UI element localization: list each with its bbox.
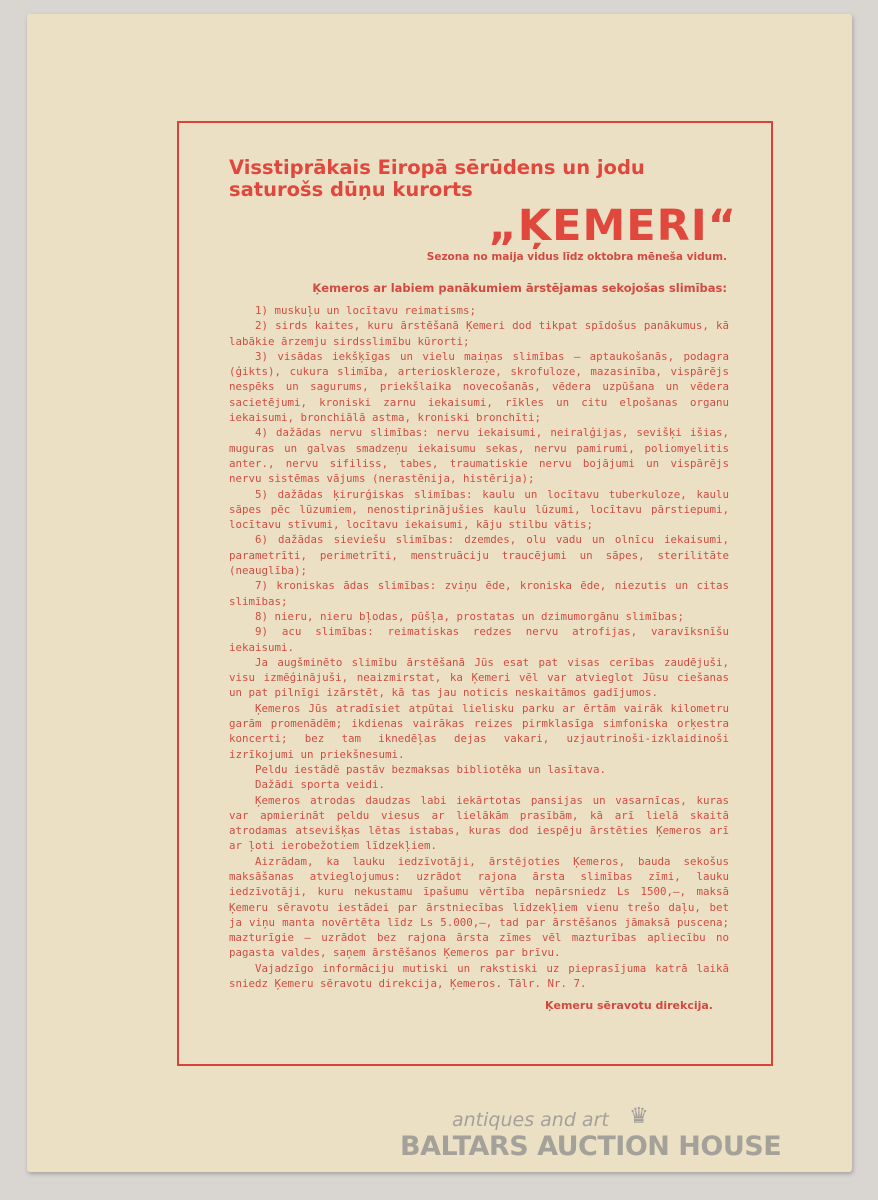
paragraph: 7) kroniskas ādas slimības: zviņu ēde, kroniska ēde, niezutis un citas slimības; (229, 579, 729, 608)
watermark (400, 1104, 800, 1164)
paragraph: Aizrādam, ka lauku iedzīvotāji, ārstējoties Ķemeros, bauda sekošus maksāšanas atvieglojumus: uzrādot rajona ārsta slimības zīmi, lauku iedzīvotāji, kuru nekustamu īpašumu vērtība nepārsniedz Ls 1500,—, maksā Ķemeru sēravotu iestādei par ārstniecības līdzekļiem vienu trešo daļu, bet ja viņu manta novērtēta līdz Ls 5.000,—, tad par ārstēšanos jāmaksā puscena; mazturīgie — uzrādot bez rajona ārsta zīmes vēl mazturības apliecību no pagasta valdes, saņem ārstēšanos Ķemeros par brīvu. (229, 854, 729, 960)
paragraph: Ķemeros atrodas daudzas labi iekārtotas pansijas un vasarnīcas, kuras var apmierināt peldu viesus ar lielākām prasībām, kā arī lielā skaitā atrodamas atsevišķas lētas istabas, kuras dod iespēju ārstēties Ķemeros arī ar ļoti ierobežotiem līdzekļiem. (229, 793, 729, 853)
headline: Visstiprākais Eiropā sērūdens un jodu saturošs dūņu kurorts (229, 156, 645, 201)
paragraph: 4) dažādas nervu slimības: nervu iekaisumi, neiralģijas, sevišķi išias, muguras un galvas smadzeņu iekaisumu sekas, nervu pamirumi, poliomyelitis anter., nervu sifiliss, tabes, traumatiskie nervu bojājumi un vispārējs nervu sistēmas vājums (nerastēnija, histērija); (229, 426, 729, 486)
advert-frame (177, 121, 773, 1066)
watermark-brand: BALTARS AUCTION HOUSE (400, 1131, 782, 1162)
paragraph: 1) muskuļu un locītavu reimatisms; (255, 304, 477, 317)
booklet-back-cover (27, 14, 852, 1172)
paragraph: Dažādi sporta veidi. (255, 778, 386, 792)
season-note: Sezona no maija vidus līdz oktobra mēneša vidum. (426, 251, 727, 263)
paragraph: 6) dažādas sieviešu slimības: dzemdes, olu vadu un olnīcu iekaisumi, parametrīti, perimetrīti, menstruāciju traucējumi un sāpes, sterilitāte (neauglība); (229, 533, 729, 578)
paragraph: 9) acu slimības: reimatiskas redzes nervu atrofijas, varavīksnīšu iekaisumi. (229, 625, 729, 654)
body-text (229, 303, 729, 991)
brand-title: „ĶEMERI“ (488, 201, 737, 251)
paragraph: Vajadzīgo informāciju mutiski un rakstiski uz pieprasījuma katrā laikā sniedz Ķemeru sēravotu direkcija, Ķemeros. Tālr. Nr. 7. (229, 961, 729, 991)
paragraph: Ķemeros Jūs atradīsiet atpūtai lielisku parku ar ērtām vairāk kilometru garām promenādēm; ikdienas vairākas reizes pirmklasīga simfoniska orķestra koncerti; bez tam iknedēļas dejas vakari, uzjautrinoši-izklaidinoši izrīkojumi un priekšnesumi. (229, 701, 729, 761)
signature: Ķemeru sēravotu direkcija. (544, 999, 713, 1013)
paragraph: 5) dažādas ķirurģiskas slimības: kaulu un locītavu tuberkuloze, kaulu sāpes pēc lūzumiem, nenostiprinājušies kaulu lūzumi, locītavu pārstiepumi, locītavu stīvumi, locītavu iekaisumi, kāju stilbu vātis; (229, 487, 729, 532)
crown-icon: ♛ (629, 1104, 649, 1129)
paragraph: 2) sirds kaites, kuru ārstēšanā Ķemeri dod tikpat spīdošus panākumus, kā labākie ārzemju sirdsslimību kūrorti; (229, 319, 729, 348)
paragraph: 3) visādas iekšķīgas un vielu maiņas slimības — aptaukošanās, podagra (ģikts), cukura slimība, arterioskleroze, skrofuloze, mazasinība, vispārējs nespēks un sagurums, priekšlaika novecošanās, vēdera uzpūšana un vēdera sacietējumi, kroniski zarnu iekaisumi, rīkles un citu elpošanas organu iekaisumi, bronchiālā astma, kroniski bronchīti; (229, 349, 729, 425)
intro-line: Ķemeros ar labiem panākumiem ārstējamas sekojošas slimības: (312, 281, 727, 295)
paragraph: Peldu iestādē pastāv bezmaksas bibliotēka un lasītava. (255, 762, 607, 776)
watermark-tagline: antiques and art (452, 1109, 609, 1131)
paragraph: 8) nieru, nieru bļodas, pūšļa, prostatas un dzimumorgānu slimības; (255, 609, 685, 623)
paragraph: Ja augšminēto slimību ārstēšanā Jūs esat pat visas cerības zaudējuši, visu izmēģinājuši, neaizmirstat, ka Ķemeri vēl var atvieglot Jūsu ciešanas un pat pilnīgi izārstēt, kā tas jau noticis neskaitāmos gadījumos. (229, 655, 729, 700)
